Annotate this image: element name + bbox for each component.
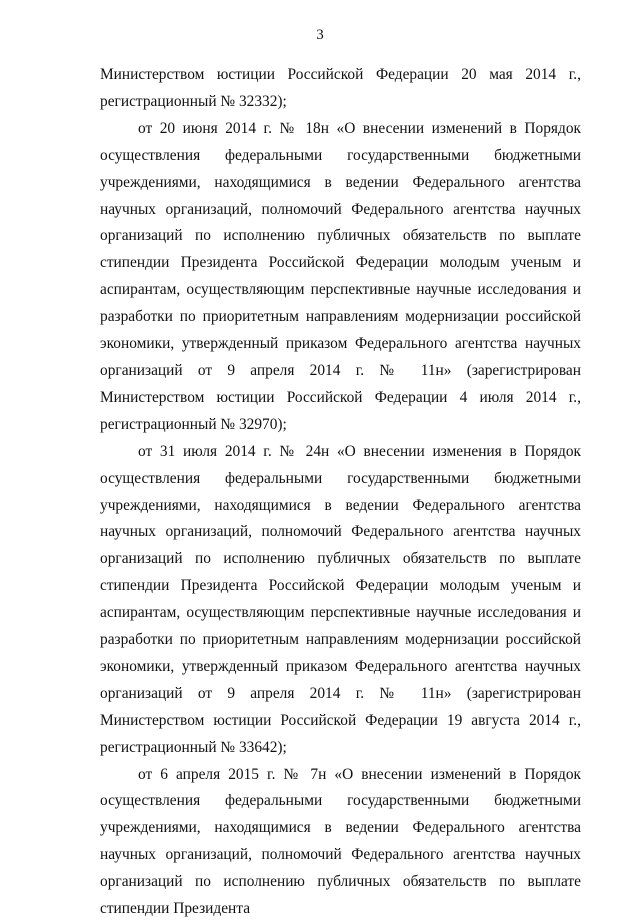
paragraph-order-24n: от 31 июля 2014 г. № 24н «О внесении изменения в Порядок осуществления федеральными государственными бюджетными учреждениями, находящимися в ведении Федерального агентства научных организаций, полномочий Федерального агентства научных организаций по исполнению публичных обязательств по выплате стипендии Президента Российской Федерации молодым ученым и аспирантам, осуществляющим перспективные научные исследования и разработки по приоритетным направлениям модернизации российской экономики, утвержденный приказом Федерального агентства научных организаций от 9 апреля 2014 г. № 11н» (зарегистрирован Министерством юстиции Российской Федерации 19 августа 2014 г., регистрационный № 33642);	[100, 442, 581, 756]
page-number: 3	[316, 27, 324, 43]
paragraph-order-18n: от 20 июня 2014 г. № 18н «О внесении изменений в Порядок осуществления федеральными государственными бюджетными учреждениями, находящимися в ведении Федерального агентства научных организаций, полномочий Федерального агентства научных организаций по исполнению публичных обязательств по выплате стипендии Президента Российской Федерации молодым ученым и аспирантам, осуществляющим перспективные научные исследования и разработки по приоритетным направлениям модернизации российской экономики, утвержденный приказом Федерального агентства научных организаций от 9 апреля 2014 г. № 11н» (зарегистрирован Министерством юстиции Российской Федерации 4 июля 2014 г., регистрационный № 32970);	[100, 119, 581, 433]
paragraph-continuation: Министерством юстиции Российской Федерации 20 мая 2014 г., регистрационный № 32332);	[100, 66, 581, 110]
paragraph-order-7n: от 6 апреля 2015 г. № 7н «О внесении изменений в Порядок осуществления федеральными государственными бюджетными учреждениями, находящимися в ведении Федерального агентства научных организаций, полномочий Федерального агентства научных организаций по исполнению публичных обязательств по выплате стипендии Президента	[100, 765, 581, 918]
document-body	[100, 62, 581, 923]
